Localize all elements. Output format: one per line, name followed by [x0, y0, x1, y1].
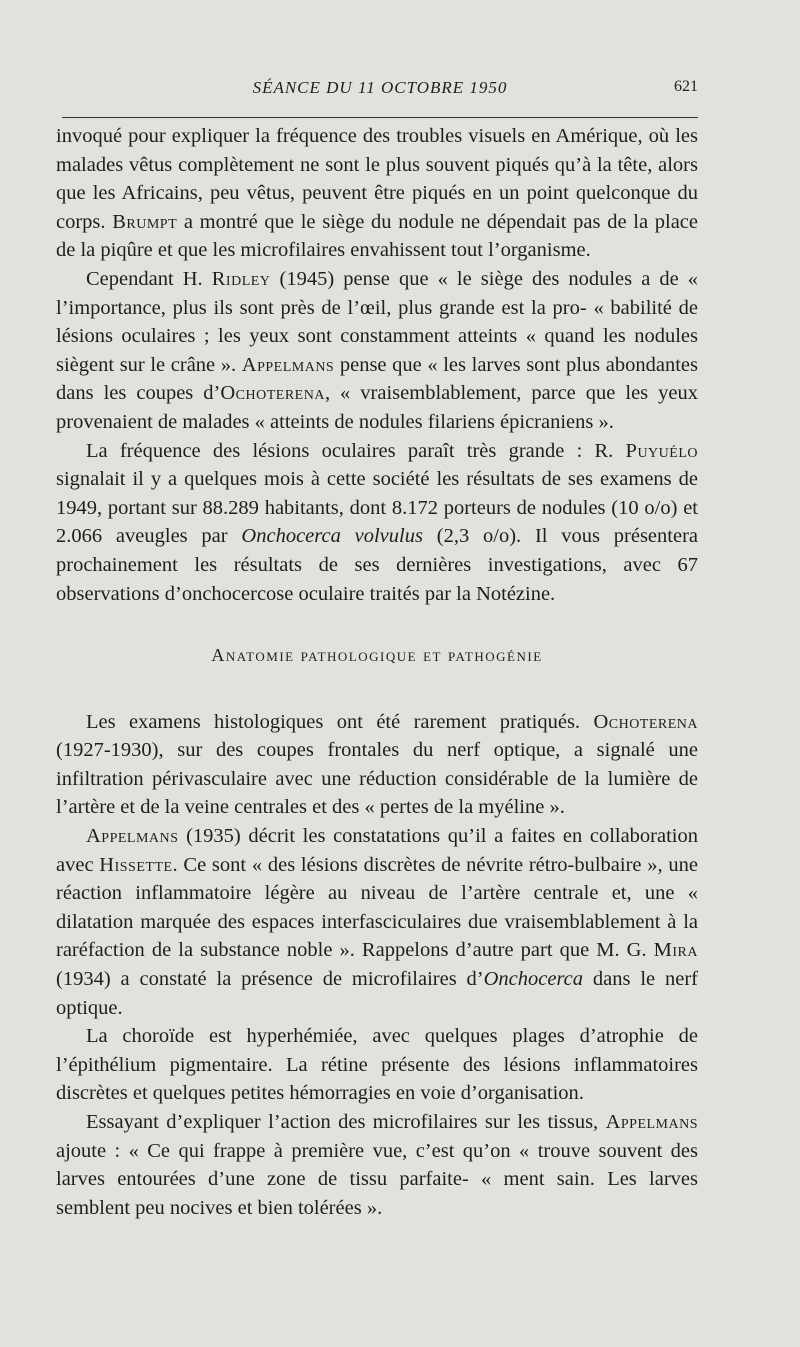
- page-header: [62, 78, 698, 108]
- p4-start: Les examens histologiques ont été rarement pratiqués.: [86, 710, 581, 733]
- author-hissette: Hissette: [99, 853, 173, 876]
- p1-text: invoqué pour expliquer la fréquence des troubles visuels en Amérique, où les malades vêtus complètement ne sont le plus souvent piqués qu’à la tête, alors que les Africains, peu vêtus, peuvent être piqués en un point quelconque du corps.: [56, 125, 698, 233]
- p2-start: Cependant H.: [86, 267, 203, 290]
- p3-start: La fréquence des lésions oculaires paraît très grande : R.: [86, 439, 614, 462]
- page-number: 621: [674, 78, 698, 95]
- p7-start: Essayant d’expliquer l’action des microfilaires sur les tissus,: [86, 1111, 599, 1133]
- paragraph-5: [56, 822, 698, 1022]
- p5-mid2: . Ce sont « des lésions discrètes de névrite rétro-bulbaire », une réaction inflammatoire légère au niveau de l’artère centrale et, une « dilatation marquée des espaces interfasciculaires due vraisemblablement à la raréfaction de la substance noble ». Rappelons d’autre part que M. G.: [56, 853, 698, 962]
- p3-mid: signalait il y a quelques mois à cette société les résultats de ses examens de 1949, portant sur 88.289 habitants, dont 8.172 porteurs de nodules (10 o/o) et 2.066 aveugles par: [56, 468, 698, 548]
- author-ochoterena: Ochoterena: [220, 382, 325, 405]
- author-ochoterena-2: Ochoterena: [593, 710, 699, 733]
- p2-mid2: pense que « les larves sont plus abondantes dans les coupes d’: [56, 353, 699, 405]
- paragraph-7: [56, 1108, 698, 1222]
- paragraph-4: [56, 708, 698, 822]
- p2-mid: (1945) pense que « le siège des nodules a de « l’importance, plus ils sont près de l’œil, plus grande est la pro- « babilité de lésions oculaires ; les yeux sont constamment atteints « quand les nodules siègent sur le crâne ».: [56, 267, 699, 376]
- p4-end: (1927-1930), sur des coupes frontales du nerf optique, a signalé une infiltration périvasculaire avec une réduction considérable de la lumière de l’artère et de la veine centrales et des « pertes de la myéline ».: [56, 739, 698, 819]
- p5-mid3: (1934) a constaté la présence de microfilaires d’: [56, 968, 484, 991]
- p5-end: dans le nerf optique.: [56, 968, 699, 1019]
- genus-name: Onchocerca: [483, 968, 584, 991]
- section-title: Anatomie pathologique et pathogénie: [211, 645, 543, 666]
- paragraph-3: [56, 437, 698, 609]
- p2-end: , « vraisemblablement, parce que les yeux provenaient de malades « atteints de nodules filariens épicraniens ».: [56, 382, 698, 433]
- p5-mid: (1935) décrit les constatations qu’il a faites en collaboration avec: [56, 825, 699, 876]
- author-appelmans-3: Appelmans: [605, 1111, 698, 1133]
- paragraph-2: [56, 265, 698, 437]
- running-title: SÉANCE DU 11 OCTOBRE 1950: [252, 78, 508, 97]
- header-rule: [62, 117, 698, 118]
- author-mira: Mira: [653, 939, 699, 962]
- p7-end: ajoute : « Ce qui frappe à première vue, c’est qu’on « trouve souvent des larves entourées d’une zone de tissu parfaite- « ment sain. Les larves semblent peu nocives et bien tolérées ».: [56, 1139, 698, 1219]
- author-puyuelo: Puyuélo: [625, 439, 698, 462]
- author-appelmans: Appelmans: [241, 353, 335, 376]
- body-text: [56, 122, 698, 1222]
- p3-end: (2,3 o/o). Il vous présentera prochainement les résultats de ses dernières investigations, avec 67 observations d’onchocercose oculaire traités par la Notézine.: [56, 525, 699, 605]
- author-ridley: Ridley: [211, 267, 271, 290]
- paragraph-6: [56, 1022, 698, 1108]
- p1-end: a montré que le siège du nodule ne dépendait pas de la place de la piqûre et que les microfilaires envahissent tout l’organisme.: [56, 210, 698, 262]
- species-name: Onchocerca volvulus: [241, 525, 423, 548]
- author-brumpt: Brumpt: [112, 210, 178, 233]
- paragraph-1: [56, 122, 698, 265]
- author-appelmans-2: Appelmans: [86, 825, 179, 848]
- p6-text: La choroïde est hyperhémiée, avec quelques plages d’atrophie de l’épithélium pigmentaire. La rétine présente des lésions inflammatoires discrètes et quelques petites hémorragies en voie d’organisation.: [56, 1025, 698, 1105]
